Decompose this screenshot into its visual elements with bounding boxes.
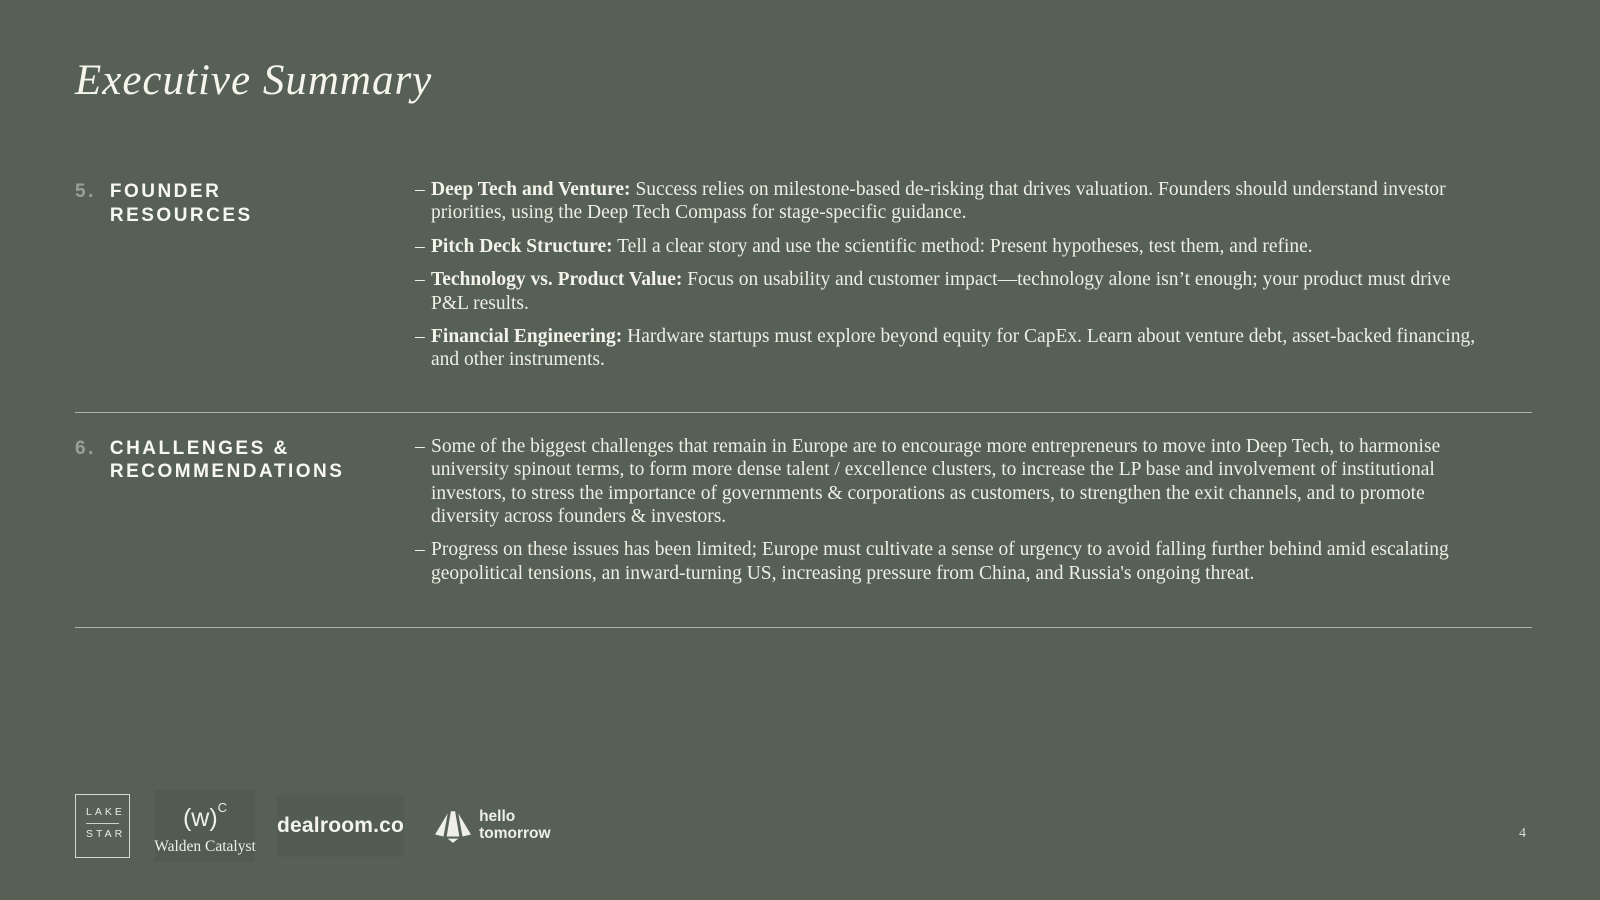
section-founder-resources <box>75 178 1532 372</box>
section-heading-block <box>75 178 415 228</box>
bullet-text <box>431 435 1490 529</box>
bullet-text <box>431 538 1490 585</box>
section-divider <box>75 627 1532 628</box>
slide-content <box>75 178 1532 628</box>
section-bullet-list <box>415 178 1532 372</box>
bullet-item <box>415 538 1490 585</box>
bullet-dash: – <box>415 325 425 347</box>
walden-catalyst-label: Walden Catalyst <box>154 837 256 855</box>
section-heading-block <box>75 435 415 485</box>
hello-tomorrow-logo <box>434 809 550 843</box>
section-bullet-list <box>415 435 1532 585</box>
section-challenges-recommendations <box>75 435 1532 585</box>
dealroom-logo <box>277 795 404 857</box>
bullet-item <box>415 268 1490 315</box>
page-number: 4 <box>1519 826 1526 841</box>
walden-c-superscript: C <box>217 799 228 815</box>
hello-tomorrow-diamond-icon <box>434 809 472 843</box>
hello-tomorrow-wordmark <box>479 809 550 842</box>
bullet-item <box>415 235 1490 258</box>
bullet-lead: Financial Engineering: <box>431 325 623 347</box>
bullet-body: Hardware startups must explore beyond equity for CapEx. Learn about venture debt, asset-backed financing, and other instruments. <box>431 325 1476 371</box>
bullet-dash: – <box>415 269 425 291</box>
dealroom-logo-text: dealroom.co <box>277 814 405 837</box>
bullet-dash: – <box>415 435 425 457</box>
walden-catalyst-logo <box>155 790 255 862</box>
walden-w-mark: (w) <box>182 803 218 832</box>
bullet-item <box>415 178 1490 225</box>
hello-tomorrow-line1: hello <box>479 808 516 826</box>
lakestar-logo-line2: STAR <box>86 827 126 840</box>
bullet-body: Some of the biggest challenges that remain in Europe are to encourage more entrepreneurs to move into Deep Tech, to harmonise university spinout terms, to form more dense talent / excellence clusters, to increase the LP base and involvement of institutional investors, to stress the importance of governments & corporations as customers, to strengthen the exit channels, and to promote diversity across founders & investors. <box>431 435 1441 527</box>
bullet-body: Focus on usability and customer impact—technology alone isn’t enough; your product must drive P&L results. <box>431 269 1451 314</box>
walden-catalyst-symbol <box>183 801 227 831</box>
section-number: 6. <box>75 437 96 459</box>
bullet-lead: Deep Tech and Venture: <box>431 179 631 200</box>
bullet-lead: Pitch Deck Structure: <box>431 235 613 257</box>
section-divider <box>75 412 1532 413</box>
bullet-text <box>431 325 1490 372</box>
hello-tomorrow-line2: tomorrow <box>479 825 551 842</box>
section-number: 5. <box>75 181 96 202</box>
bullet-text <box>431 178 1490 225</box>
bullet-body: Success relies on milestone-based de-risking that drives valuation. Founders should understand investor priorities, using the Deep Tech Compass for stage-specific guidance. <box>431 179 1446 224</box>
bullet-body: Tell a clear story and use the scientific method: Present hypotheses, test them, and refine. <box>617 235 1313 257</box>
lakestar-logo-divider <box>86 823 119 824</box>
bullet-text <box>431 235 1313 258</box>
section-heading: CHALLENGES & RECOMMENDATIONS <box>109 437 345 483</box>
bullet-dash: – <box>415 235 425 257</box>
bullet-dash: – <box>415 179 425 200</box>
bullet-dash: – <box>415 539 425 561</box>
footer-logos <box>75 790 551 862</box>
lakestar-logo-line1: LAKE <box>86 806 125 818</box>
bullet-body: Progress on these issues has been limited; Europe must cultivate a sense of urgency to avoid falling further behind amid escalating geopolitical tensions, an inward-turning US, increasing pressure from China, and Russia's ongoing threat. <box>431 539 1449 584</box>
bullet-item <box>415 325 1490 372</box>
bullet-text <box>431 268 1490 315</box>
bullet-item <box>415 435 1490 529</box>
bullet-lead: Technology vs. Product Value: <box>431 269 683 291</box>
lakestar-logo <box>75 794 130 858</box>
slide-title: Executive Summary <box>75 57 433 104</box>
section-heading: FOUNDER RESOURCES <box>109 181 253 226</box>
